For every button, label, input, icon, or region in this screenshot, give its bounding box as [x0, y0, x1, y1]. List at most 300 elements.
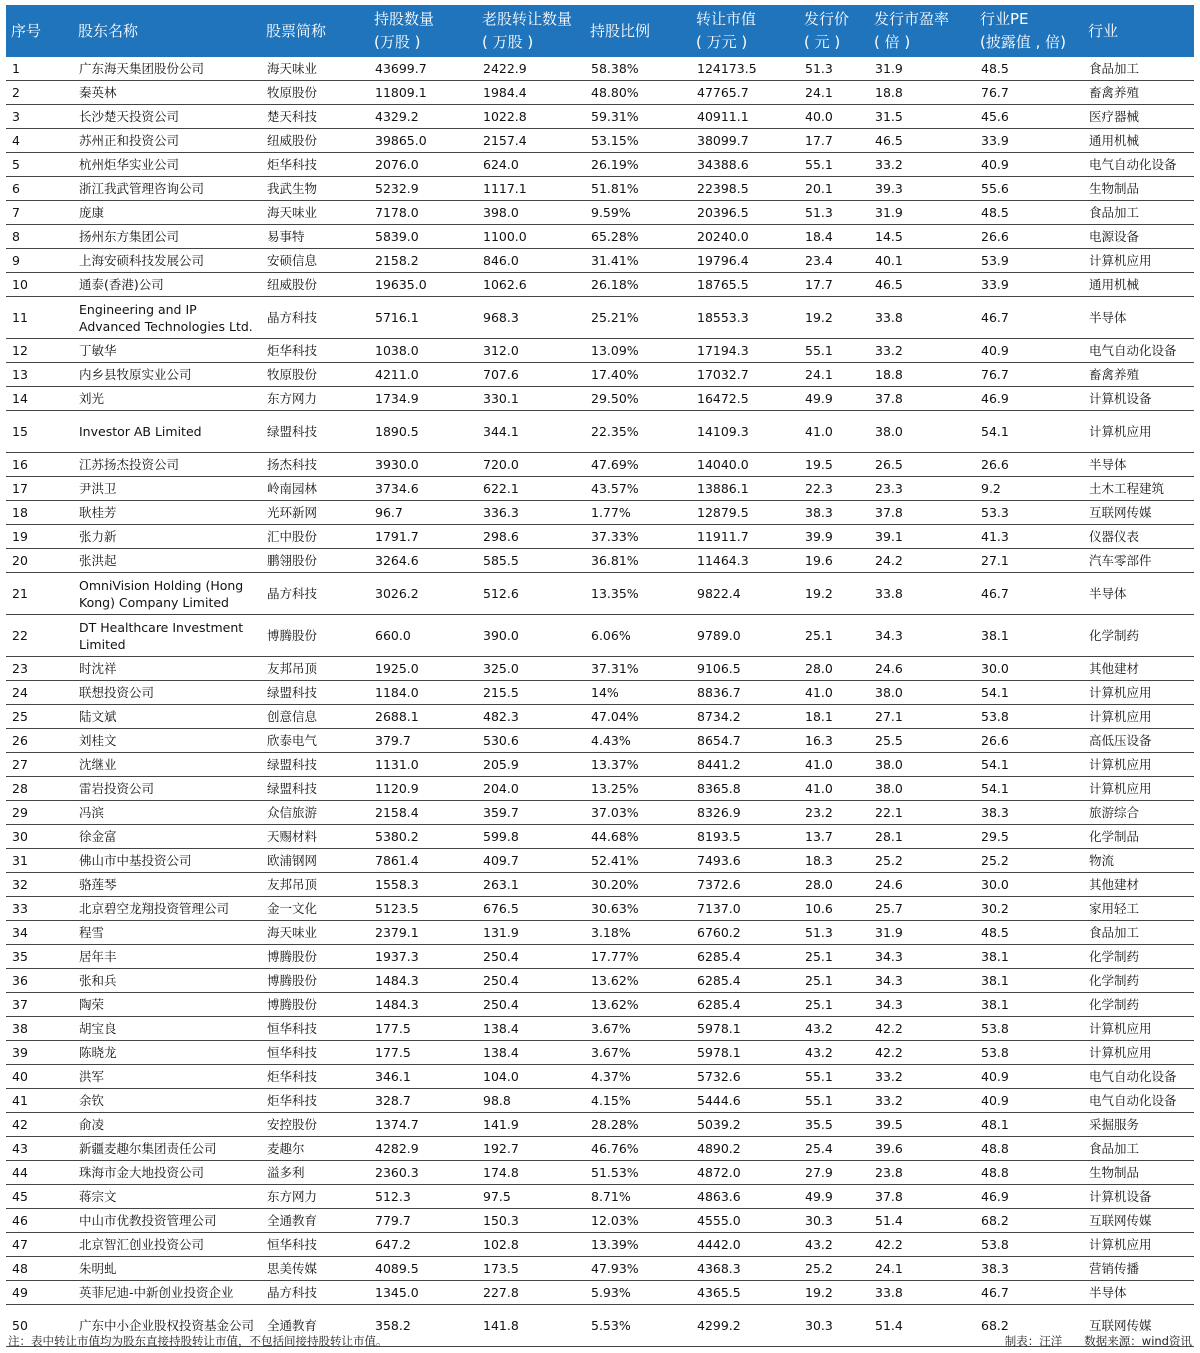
table-cell: 14040.0 [691, 453, 799, 477]
table-cell: 48.1 [975, 1113, 1083, 1137]
table-cell: 48.5 [975, 921, 1083, 945]
table-cell: 215.5 [477, 681, 585, 705]
table-row [6, 387, 1194, 411]
table-cell: 38.3 [799, 501, 869, 525]
table-cell: 8.71% [585, 1185, 691, 1209]
table-cell: 398.0 [477, 201, 585, 225]
table-cell: 2688.1 [369, 705, 477, 729]
table-cell: 1734.9 [369, 387, 477, 411]
table-cell: 蒋宗文 [73, 1185, 261, 1209]
table-cell: 779.7 [369, 1209, 477, 1233]
table-cell: 刘桂文 [73, 729, 261, 753]
column-header [799, 5, 869, 57]
table-cell: 40.9 [975, 1065, 1083, 1089]
table-cell: 40.9 [975, 339, 1083, 363]
table-cell: 33.8 [869, 573, 975, 615]
table-cell: 43.2 [799, 1017, 869, 1041]
table-cell: 食品加工 [1083, 1137, 1194, 1161]
table-cell: 计算机应用 [1083, 753, 1194, 777]
header-row [6, 5, 1194, 57]
table-cell: 48 [6, 1257, 73, 1281]
table-cell: 23.4 [799, 249, 869, 273]
table-cell: 3.18% [585, 921, 691, 945]
table-cell: 131.9 [477, 921, 585, 945]
table-cell: 47.93% [585, 1257, 691, 1281]
table-cell: 102.8 [477, 1233, 585, 1257]
table-row [6, 615, 1194, 657]
table-cell: 1345.0 [369, 1281, 477, 1305]
table-cell: 4 [6, 129, 73, 153]
table-cell: 1484.3 [369, 993, 477, 1017]
table-row [6, 1065, 1194, 1089]
credits [983, 1333, 1192, 1349]
table-cell: 330.1 [477, 387, 585, 411]
table-cell: 13.39% [585, 1233, 691, 1257]
table-cell: 2 [6, 81, 73, 105]
table-cell: 东方网力 [261, 387, 369, 411]
table-cell: 家用轻工 [1083, 897, 1194, 921]
table-cell: 20396.5 [691, 201, 799, 225]
table-cell: 4890.2 [691, 1137, 799, 1161]
table-cell: 化学制品 [1083, 825, 1194, 849]
table-row [6, 897, 1194, 921]
table-row [6, 729, 1194, 753]
table-cell: 炬华科技 [261, 153, 369, 177]
table-cell: 344.1 [477, 411, 585, 453]
table-cell: 174.8 [477, 1161, 585, 1185]
table-cell: 250.4 [477, 945, 585, 969]
table-cell: 计算机应用 [1083, 249, 1194, 273]
table-cell: 23 [6, 657, 73, 681]
table-cell: 互联网传媒 [1083, 1209, 1194, 1233]
table-cell: 41.0 [799, 681, 869, 705]
table-cell: 易事特 [261, 225, 369, 249]
table-cell: 4.37% [585, 1065, 691, 1089]
table-row [6, 225, 1194, 249]
table-cell: 12 [6, 339, 73, 363]
table-cell: 263.1 [477, 873, 585, 897]
table-cell: 25.1 [799, 993, 869, 1017]
table-cell: 173.5 [477, 1257, 585, 1281]
shareholder-transfer-table [6, 5, 1194, 1347]
table-cell: 97.5 [477, 1185, 585, 1209]
table-cell: 25.2 [799, 1257, 869, 1281]
table-cell: 博腾股份 [261, 615, 369, 657]
table-cell: 38.3 [975, 1257, 1083, 1281]
footnote: 注：表中转让市值均为股东直接持股转让市值，不包括间接持股转让市值。 [8, 1334, 388, 1348]
table-cell: 512.3 [369, 1185, 477, 1209]
table-cell: 25.21% [585, 297, 691, 339]
table-cell: 朱明虬 [73, 1257, 261, 1281]
table-cell: 8193.5 [691, 825, 799, 849]
table-cell: 23.2 [799, 801, 869, 825]
table-row [6, 57, 1194, 81]
table-cell: 岭南园林 [261, 477, 369, 501]
table-cell: 4.43% [585, 729, 691, 753]
table-cell: 珠海市金大地投资公司 [73, 1161, 261, 1185]
table-cell: 广东中小企业股权投资基金公司 [73, 1305, 261, 1347]
table-cell: 22398.5 [691, 177, 799, 201]
table-row [6, 129, 1194, 153]
table-cell: 17194.3 [691, 339, 799, 363]
table-cell: 40.1 [869, 249, 975, 273]
column-header-unit: (披露值 , 倍) [980, 33, 1067, 51]
table-cell: 张洪起 [73, 549, 261, 573]
table-cell: 炬华科技 [261, 339, 369, 363]
table-cell: 17.40% [585, 363, 691, 387]
table-cell: 2422.9 [477, 57, 585, 81]
table-cell: 8654.7 [691, 729, 799, 753]
table-cell: 友邦吊顶 [261, 873, 369, 897]
table-cell: 绿盟科技 [261, 753, 369, 777]
table-row [6, 1113, 1194, 1137]
column-header [73, 5, 261, 57]
table-cell: 46.7 [975, 297, 1083, 339]
table-cell: 土木工程建筑 [1083, 477, 1194, 501]
table-cell: 25.2 [975, 849, 1083, 873]
column-header [691, 5, 799, 57]
table-cell: 19 [6, 525, 73, 549]
table-cell: 计算机应用 [1083, 705, 1194, 729]
table-cell: 33.2 [869, 153, 975, 177]
table-row [6, 969, 1194, 993]
table-cell: 19.2 [799, 297, 869, 339]
table-cell: 39.9 [799, 525, 869, 549]
table-cell: 17032.7 [691, 363, 799, 387]
table-cell: 刘光 [73, 387, 261, 411]
table-row [6, 1209, 1194, 1233]
column-header-title: 发行价 [804, 10, 850, 28]
table-cell: 968.3 [477, 297, 585, 339]
table-cell: 5232.9 [369, 177, 477, 201]
table-cell: 53.15% [585, 129, 691, 153]
table-cell: 45.6 [975, 105, 1083, 129]
table-cell: 10 [6, 273, 73, 297]
table-cell: 104.0 [477, 1065, 585, 1089]
table-cell: 生物制品 [1083, 1161, 1194, 1185]
table-cell: 联想投资公司 [73, 681, 261, 705]
table-cell: 5.53% [585, 1305, 691, 1347]
table-cell: 51.53% [585, 1161, 691, 1185]
table-cell: 43.57% [585, 477, 691, 501]
table-cell: 18.4 [799, 225, 869, 249]
table-cell: 34.3 [869, 945, 975, 969]
table-cell: 34.3 [869, 993, 975, 1017]
table-cell: 1062.6 [477, 273, 585, 297]
table-cell: 恒华科技 [261, 1041, 369, 1065]
column-header-title: 发行市盈率 [874, 10, 950, 28]
table-cell: 41 [6, 1089, 73, 1113]
table-cell: 4329.2 [369, 105, 477, 129]
table-cell: 204.0 [477, 777, 585, 801]
table-cell: 18765.5 [691, 273, 799, 297]
table-row [6, 681, 1194, 705]
table-cell: 31.9 [869, 201, 975, 225]
table-cell: 绿盟科技 [261, 777, 369, 801]
table-row [6, 201, 1194, 225]
table-cell: 沈继业 [73, 753, 261, 777]
table-cell: 食品加工 [1083, 921, 1194, 945]
table-cell: 胡宝良 [73, 1017, 261, 1041]
table-cell: 内乡县牧原实业公司 [73, 363, 261, 387]
table-cell: 5039.2 [691, 1113, 799, 1137]
table-cell: 53.8 [975, 1233, 1083, 1257]
table-cell: 38.0 [869, 411, 975, 453]
table-cell: 扬州东方集团公司 [73, 225, 261, 249]
table-cell: 4089.5 [369, 1257, 477, 1281]
table-cell: 30 [6, 825, 73, 849]
table-cell: 18 [6, 501, 73, 525]
table-cell: 安控股份 [261, 1113, 369, 1137]
table-cell: 36 [6, 969, 73, 993]
table-cell: 28.0 [799, 657, 869, 681]
table-cell: 8441.2 [691, 753, 799, 777]
table-cell: 26.6 [975, 729, 1083, 753]
table-cell: 150.3 [477, 1209, 585, 1233]
table-cell: 26.6 [975, 225, 1083, 249]
table-cell: 53.8 [975, 1041, 1083, 1065]
table-cell: 68.2 [975, 1305, 1083, 1347]
table-cell: 1117.1 [477, 177, 585, 201]
table-cell: 30.20% [585, 873, 691, 897]
table-cell: 恒华科技 [261, 1017, 369, 1041]
table-cell: 19.2 [799, 573, 869, 615]
table-row [6, 339, 1194, 363]
table-cell: 512.6 [477, 573, 585, 615]
table-cell: 5380.2 [369, 825, 477, 849]
table-cell: 3.67% [585, 1041, 691, 1065]
table-cell: 54.1 [975, 681, 1083, 705]
table-cell: 34.3 [869, 615, 975, 657]
table-cell: 化学制药 [1083, 945, 1194, 969]
table-cell: 恒华科技 [261, 1233, 369, 1257]
table-cell: 6285.4 [691, 993, 799, 1017]
table-cell: 47.04% [585, 705, 691, 729]
table-cell: 34.3 [869, 969, 975, 993]
table-cell: 博腾股份 [261, 945, 369, 969]
table-cell: 40.9 [975, 1089, 1083, 1113]
table-cell: 38.0 [869, 777, 975, 801]
table-row [6, 777, 1194, 801]
table-cell: 博腾股份 [261, 993, 369, 1017]
column-header [369, 5, 477, 57]
column-header-title: 股东名称 [78, 21, 139, 40]
table-cell: 8734.2 [691, 705, 799, 729]
column-header-unit: ( 万元 ) [696, 33, 748, 51]
table-cell: 676.5 [477, 897, 585, 921]
table-cell: 39.6 [869, 1137, 975, 1161]
table-cell: 30.3 [799, 1305, 869, 1347]
table-cell: 30.3 [799, 1209, 869, 1233]
table-cell: 96.7 [369, 501, 477, 525]
table-cell: 12879.5 [691, 501, 799, 525]
table-cell: 390.0 [477, 615, 585, 657]
table-cell: 40 [6, 1065, 73, 1089]
table-cell: 38099.7 [691, 129, 799, 153]
table-cell: 16.3 [799, 729, 869, 753]
table-cell: 4368.3 [691, 1257, 799, 1281]
table-cell: 计算机应用 [1083, 1017, 1194, 1041]
table-cell: 1937.3 [369, 945, 477, 969]
table-cell: 42.2 [869, 1017, 975, 1041]
table-cell: 25 [6, 705, 73, 729]
table-cell: 39 [6, 1041, 73, 1065]
table-cell: 48.5 [975, 57, 1083, 81]
table-row [6, 1089, 1194, 1113]
table-cell: 55.1 [799, 1065, 869, 1089]
table-cell: 33.2 [869, 1065, 975, 1089]
table-cell: 409.7 [477, 849, 585, 873]
table-cell: 32 [6, 873, 73, 897]
table-cell: 电源设备 [1083, 225, 1194, 249]
table-cell: 25.4 [799, 1137, 869, 1161]
table-cell: 23.3 [869, 477, 975, 501]
table-row [6, 921, 1194, 945]
table-cell: 34388.6 [691, 153, 799, 177]
shareholder-transfer-table-container [6, 5, 1194, 1347]
table-cell: 全通教育 [261, 1209, 369, 1233]
table-cell: 482.3 [477, 705, 585, 729]
table-cell: 98.8 [477, 1089, 585, 1113]
table-cell: 54.1 [975, 777, 1083, 801]
table-cell: 25.5 [869, 729, 975, 753]
table-cell: 13886.1 [691, 477, 799, 501]
table-cell: 6.06% [585, 615, 691, 657]
table-cell: 720.0 [477, 453, 585, 477]
table-cell: 358.2 [369, 1305, 477, 1347]
table-cell: 38 [6, 1017, 73, 1041]
table-cell: 9.59% [585, 201, 691, 225]
table-cell: 绿盟科技 [261, 411, 369, 453]
table-cell: 138.4 [477, 1041, 585, 1065]
table-cell: 24.1 [799, 81, 869, 105]
table-cell: 31.9 [869, 57, 975, 81]
table-cell: 计算机应用 [1083, 411, 1194, 453]
table-cell: 徐金富 [73, 825, 261, 849]
table-cell: 43 [6, 1137, 73, 1161]
table-row [6, 849, 1194, 873]
table-cell: 660.0 [369, 615, 477, 657]
table-cell: 1120.9 [369, 777, 477, 801]
table-cell: 冯滨 [73, 801, 261, 825]
table-cell: 19.6 [799, 549, 869, 573]
table-cell: 40.0 [799, 105, 869, 129]
table-cell: 旅游综合 [1083, 801, 1194, 825]
table-cell: 35 [6, 945, 73, 969]
table-cell: 计算机应用 [1083, 681, 1194, 705]
table-cell: 7178.0 [369, 201, 477, 225]
table-cell: 41.0 [799, 777, 869, 801]
table-cell: 晶方科技 [261, 297, 369, 339]
table-cell: 采掘服务 [1083, 1113, 1194, 1137]
table-cell: 45 [6, 1185, 73, 1209]
table-cell: 13.35% [585, 573, 691, 615]
table-cell: 846.0 [477, 249, 585, 273]
table-maker: 制表：汪洋 [1004, 1334, 1063, 1348]
table-cell: 时沈祥 [73, 657, 261, 681]
table-cell: 41.3 [975, 525, 1083, 549]
table-cell: 3.67% [585, 1017, 691, 1041]
table-row [6, 573, 1194, 615]
table-cell: 43.2 [799, 1041, 869, 1065]
table-cell: 46.5 [869, 129, 975, 153]
table-cell: 中山市优教投资管理公司 [73, 1209, 261, 1233]
table-cell: 4863.6 [691, 1185, 799, 1209]
table-cell: 互联网传媒 [1083, 501, 1194, 525]
table-cell: 33.9 [975, 129, 1083, 153]
table-cell: 12.03% [585, 1209, 691, 1233]
table-cell: 鹏翎股份 [261, 549, 369, 573]
table-cell: 物流 [1083, 849, 1194, 873]
table-cell: 38.1 [975, 993, 1083, 1017]
table-cell: 28 [6, 777, 73, 801]
table-cell: 互联网传媒 [1083, 1305, 1194, 1347]
table-cell: 31.5 [869, 105, 975, 129]
table-cell: 30.0 [975, 657, 1083, 681]
table-cell: 2158.4 [369, 801, 477, 825]
table-cell: 53.3 [975, 501, 1083, 525]
table-cell: 27.1 [869, 705, 975, 729]
table-cell: 19.5 [799, 453, 869, 477]
table-cell: 畜禽养殖 [1083, 81, 1194, 105]
table-cell: 计算机设备 [1083, 387, 1194, 411]
table-cell: 5.93% [585, 1281, 691, 1305]
table-cell: 20240.0 [691, 225, 799, 249]
table-cell: 26.19% [585, 153, 691, 177]
table-cell: 电气自动化设备 [1083, 339, 1194, 363]
table-cell: 51.3 [799, 201, 869, 225]
table-cell: 海天味业 [261, 57, 369, 81]
table-cell: 177.5 [369, 1017, 477, 1041]
table-row [6, 873, 1194, 897]
table-cell: 41.0 [799, 753, 869, 777]
table-cell: 17.7 [799, 129, 869, 153]
table-cell: 30.0 [975, 873, 1083, 897]
table-cell: 计算机应用 [1083, 1041, 1194, 1065]
table-cell: 18.8 [869, 81, 975, 105]
table-cell: 1484.3 [369, 969, 477, 993]
table-cell: 35.5 [799, 1113, 869, 1137]
table-cell: 29.50% [585, 387, 691, 411]
table-cell: 丁敏华 [73, 339, 261, 363]
table-cell: 畜禽养殖 [1083, 363, 1194, 387]
table-cell: 250.4 [477, 993, 585, 1017]
table-cell: 22 [6, 615, 73, 657]
table-cell: 46.7 [975, 1281, 1083, 1305]
table-cell: 汇中股份 [261, 525, 369, 549]
table-row [6, 153, 1194, 177]
table-cell: 11809.1 [369, 81, 477, 105]
table-cell: 624.0 [477, 153, 585, 177]
table-cell: 18553.3 [691, 297, 799, 339]
table-cell: 1022.8 [477, 105, 585, 129]
table-cell: 39.5 [869, 1113, 975, 1137]
table-cell: 48.8 [975, 1137, 1083, 1161]
table-cell: 14109.3 [691, 411, 799, 453]
table-cell: 6285.4 [691, 945, 799, 969]
table-cell: 海天味业 [261, 201, 369, 225]
table-cell: 欣泰电气 [261, 729, 369, 753]
table-cell: 牧原股份 [261, 81, 369, 105]
table-cell: 1374.7 [369, 1113, 477, 1137]
table-cell: 530.6 [477, 729, 585, 753]
table-cell: 半导体 [1083, 573, 1194, 615]
table-cell: 65.28% [585, 225, 691, 249]
table-cell: 38.1 [975, 615, 1083, 657]
table-row [6, 1017, 1194, 1041]
table-row [6, 105, 1194, 129]
table-cell: 3264.6 [369, 549, 477, 573]
